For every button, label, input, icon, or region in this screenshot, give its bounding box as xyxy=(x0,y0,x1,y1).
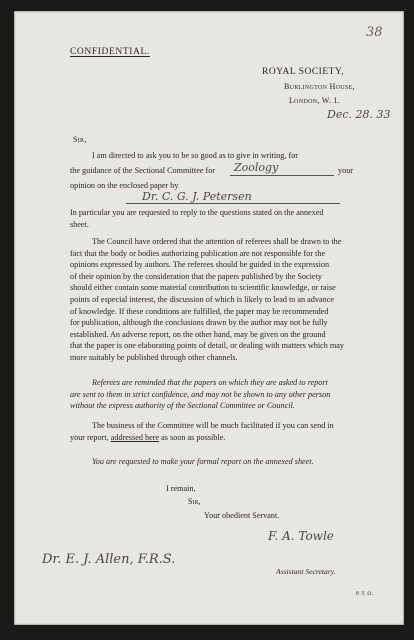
closing-servant: Your obedient Servant. xyxy=(204,511,280,520)
business-line-2a: your report, xyxy=(70,433,109,442)
handwritten-date: Dec. 28. 33 xyxy=(327,108,391,121)
intro-line-1: I am directed to ask you to be so good as to give in writing, for xyxy=(92,151,299,160)
intro-line-2a: the guidance of the Sectional Committee for xyxy=(70,166,216,175)
addressed-here: addressed here xyxy=(110,433,160,442)
address-house: Burlington House, xyxy=(284,82,355,91)
para-council-line: opinions expressed by authors. The referees should be guided in the expression xyxy=(70,260,330,270)
para-council-line: of their opinion by the consideration that the papers published by the Society xyxy=(70,271,322,281)
para-council-line: points of especial interest, the discussion of which is likely to lead to an advance xyxy=(70,294,334,304)
para-questions xyxy=(70,207,352,230)
para-questions-line: In particular you are requested to reply to the questions stated on the annexed xyxy=(70,208,324,217)
author-blank-line xyxy=(126,203,340,204)
para-referees-line: Referees are reminded that the papers on which they are asked to report xyxy=(92,378,328,387)
para-council-line: more suitably be published through other channels. xyxy=(70,352,238,362)
salutation: Sir, xyxy=(73,135,87,144)
closing-sir: Sir, xyxy=(188,497,201,506)
letter-sheet xyxy=(14,11,404,625)
handwritten-author: Dr. C. G. J. Petersen xyxy=(142,190,252,203)
address-society: ROYAL SOCIETY, xyxy=(262,67,344,77)
business-line-2 xyxy=(70,433,225,442)
para-questions-line: sheet. xyxy=(70,219,89,229)
address-city: London, W. 1. xyxy=(289,96,341,105)
para-referees xyxy=(70,377,352,412)
para-council-line: The Council have ordered that the attention of referees shall be drawn to the xyxy=(92,237,342,246)
para-council-line: fact that the body or bodies authorizing publication are not responsible for the xyxy=(70,248,326,258)
formal-report-note: You are requested to make your formal report on the annexed sheet. xyxy=(92,457,314,466)
business-line-1: The business of the Committee will be much facilitated if you can send in xyxy=(92,421,334,430)
confidential-heading: CONFIDENTIAL. xyxy=(70,47,150,57)
handwritten-committee: Zoology xyxy=(234,161,279,174)
pto-mark: P.T.O. xyxy=(356,591,375,597)
para-council-line: should either contain some material contribution to scientific knowledge, or raise xyxy=(70,283,336,293)
para-council-line: for publication, although the conclusions drawn by the author may not be fully xyxy=(70,318,328,328)
committee-blank-line xyxy=(230,175,334,176)
closing-remain: I remain, xyxy=(166,484,196,493)
business-line-2c: as soon as possible. xyxy=(161,433,226,442)
intro-line-3: opinion on the enclosed paper by xyxy=(70,181,179,190)
para-referees-line: without the express authority of the Sectional Committee or Council. xyxy=(70,401,295,411)
para-council-line: of knowledge. If these conditions are fulfilled, the paper may be recommended xyxy=(70,306,329,316)
signatory-title: Assistant Secretary. xyxy=(276,567,336,576)
page-number: 38 xyxy=(366,25,383,40)
para-council-line: that the paper is one elaborating points of detail, or dealing with matters which may xyxy=(70,341,344,351)
handwritten-recipient: Dr. E. J. Allen, F.R.S. xyxy=(42,552,176,567)
para-council xyxy=(70,236,352,364)
para-council-line: established. An adverse report, on the other hand, may be given on the ground xyxy=(70,329,326,339)
para-referees-line: are sent to them in strict confidence, and may not be shown to any other person xyxy=(70,389,331,399)
intro-line-2b: your xyxy=(338,166,354,175)
handwritten-signature: F. A. Towle xyxy=(268,529,334,543)
